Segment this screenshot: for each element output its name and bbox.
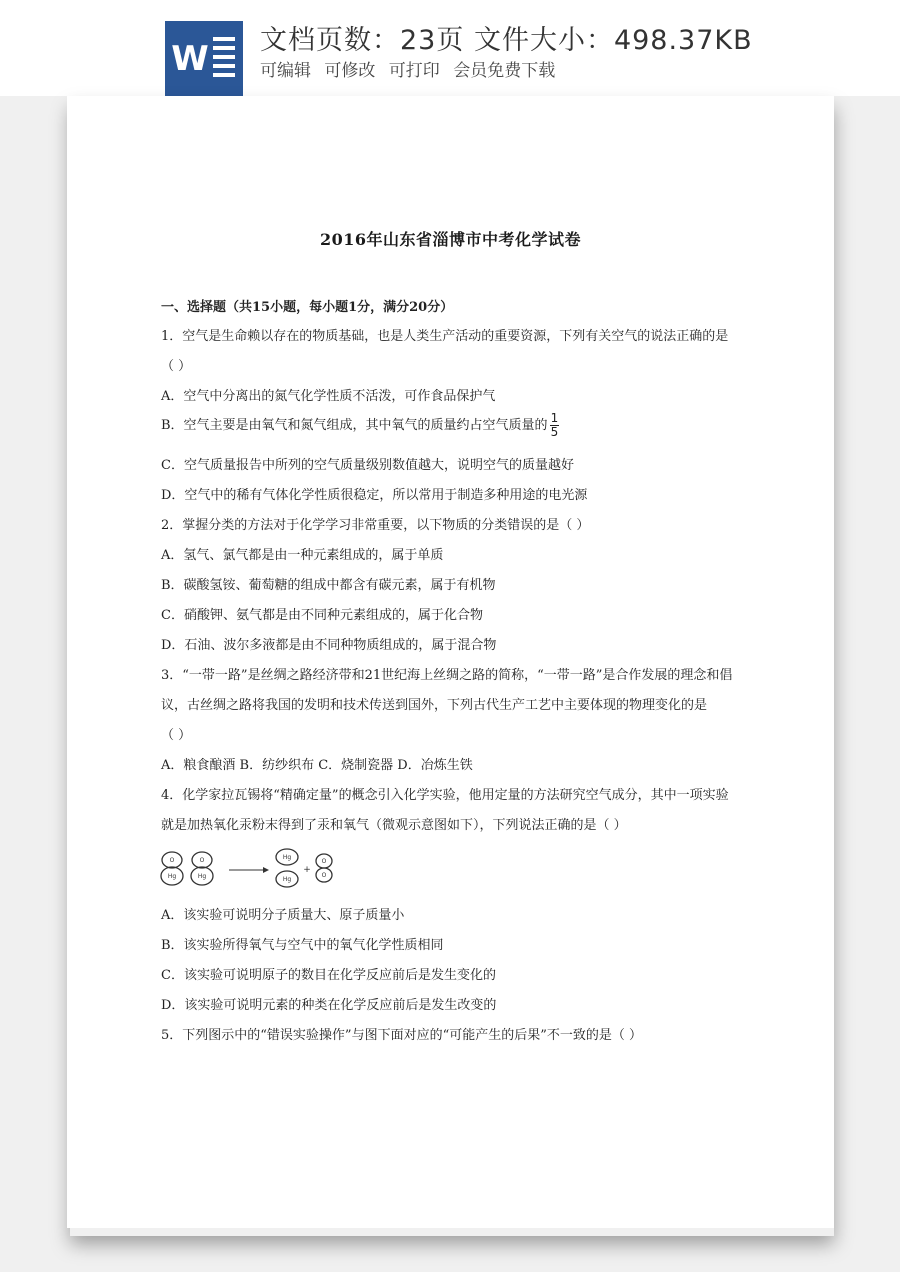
q1-option-d: D．空气中的稀有气体化学性质很稳定，所以常用于制造多种用途的电光源 [161,488,588,503]
question-1: 1．空气是生命赖以存在的物质基础，也是人类生产活动的重要资源，下列有关空气的说法正确的是 [161,329,729,344]
svg-text:Hg: Hg [282,854,292,861]
question-4-line-2: 就是加热氧化汞粉末得到了汞和氧气（微观示意图如下），下列说法正确的是（ ） [161,818,627,833]
svg-text:O: O [169,857,175,864]
svg-text:Hg: Hg [282,876,292,883]
reaction-arrow [229,867,269,873]
document-page [67,96,834,1228]
q4-option-c: C．该实验可说明原子的数目在化学反应前后是发生变化的 [161,968,496,983]
svg-text:Hg: Hg [197,873,207,880]
mercury-oxide-reaction-diagram [159,848,409,890]
q2-option-c: C．硝酸钾、氨气都是由不同种元素组成的，属于化合物 [161,608,483,623]
svg-text:O: O [199,857,205,864]
q4-option-d: D．该实验可说明元素的种类在化学反应前后是发生改变的 [161,998,497,1013]
header-banner [0,0,900,96]
document-features: 可编辑 可修改 可打印 会员免费下载 [260,61,556,81]
question-1-paren: （ ） [161,359,192,374]
page-title: 2016年山东省淄博市中考化学试卷 [319,230,582,249]
question-2: 2．掌握分类的方法对于化学学习非常重要，以下物质的分类错误的是（ ） [161,518,590,533]
hgo-molecule [191,852,213,885]
document-info: 文档页数：23页 文件大小：498.37KB [260,25,753,56]
question-3-paren: （ ） [161,728,192,743]
word-document-icon: W [165,21,243,97]
svg-text:Hg: Hg [167,873,177,880]
question-3-line-2: 议，古丝绸之路将我国的发明和技术传送到国外，下列古代生产工艺中主要体现的物理变化的是 [161,698,708,713]
q4-option-b: B．该实验所得氧气与空气中的氧气化学性质相同 [161,938,444,953]
plus-sign: + [303,865,311,875]
question-3-line-1: 3．“一带一路”是丝绸之路经济带和21世纪海上丝绸之路的简称，“一带一路”是合作发展的理念和倡 [161,668,733,683]
hg-atoms [276,849,298,887]
question-5: 5．下列图示中的“错误实验操作”与图下面对应的“可能产生的后果”不一致的是（ ） [161,1028,642,1043]
q1-option-b: B．空气主要是由氧气和氮气组成，其中氧气的质量约占空气质量的 $\frac{1}{5}$ [161,411,559,439]
fraction: $\frac{1}{5}$ [550,411,559,439]
q2-option-a: A．氢气、氯气都是由一种元素组成的，属于单质 [161,548,444,563]
svg-text:O: O [321,872,327,879]
q4-option-a: A．该实验可说明分子质量大、原子质量小 [161,908,405,923]
hgo-molecule [161,852,183,885]
q1-option-c: C．空气质量报告中所列的空气质量级别数值越大，说明空气的质量越好 [161,458,574,473]
o2-molecule [316,854,332,882]
q1-option-a: A．空气中分离出的氮气化学性质不活泼，可作食品保护气 [161,389,496,404]
q2-option-d: D．石油、波尔多液都是由不同种物质组成的，属于混合物 [161,638,497,653]
q3-options: A．粮食酿酒 B．纺纱织布 C．烧制瓷器 D．冶炼生铁 [161,758,473,773]
question-4-line-1: 4．化学家拉瓦锡将“精确定量”的概念引入化学实验，他用定量的方法研究空气成分，其中一项实验 [161,788,729,803]
section-heading: 一、选择题（共15小题，每小题1分，满分20分） [161,300,454,315]
svg-text:O: O [321,858,327,865]
q2-option-b: B．碳酸氢铵、葡萄糖的组成中都含有碳元素，属于有机物 [161,578,496,593]
